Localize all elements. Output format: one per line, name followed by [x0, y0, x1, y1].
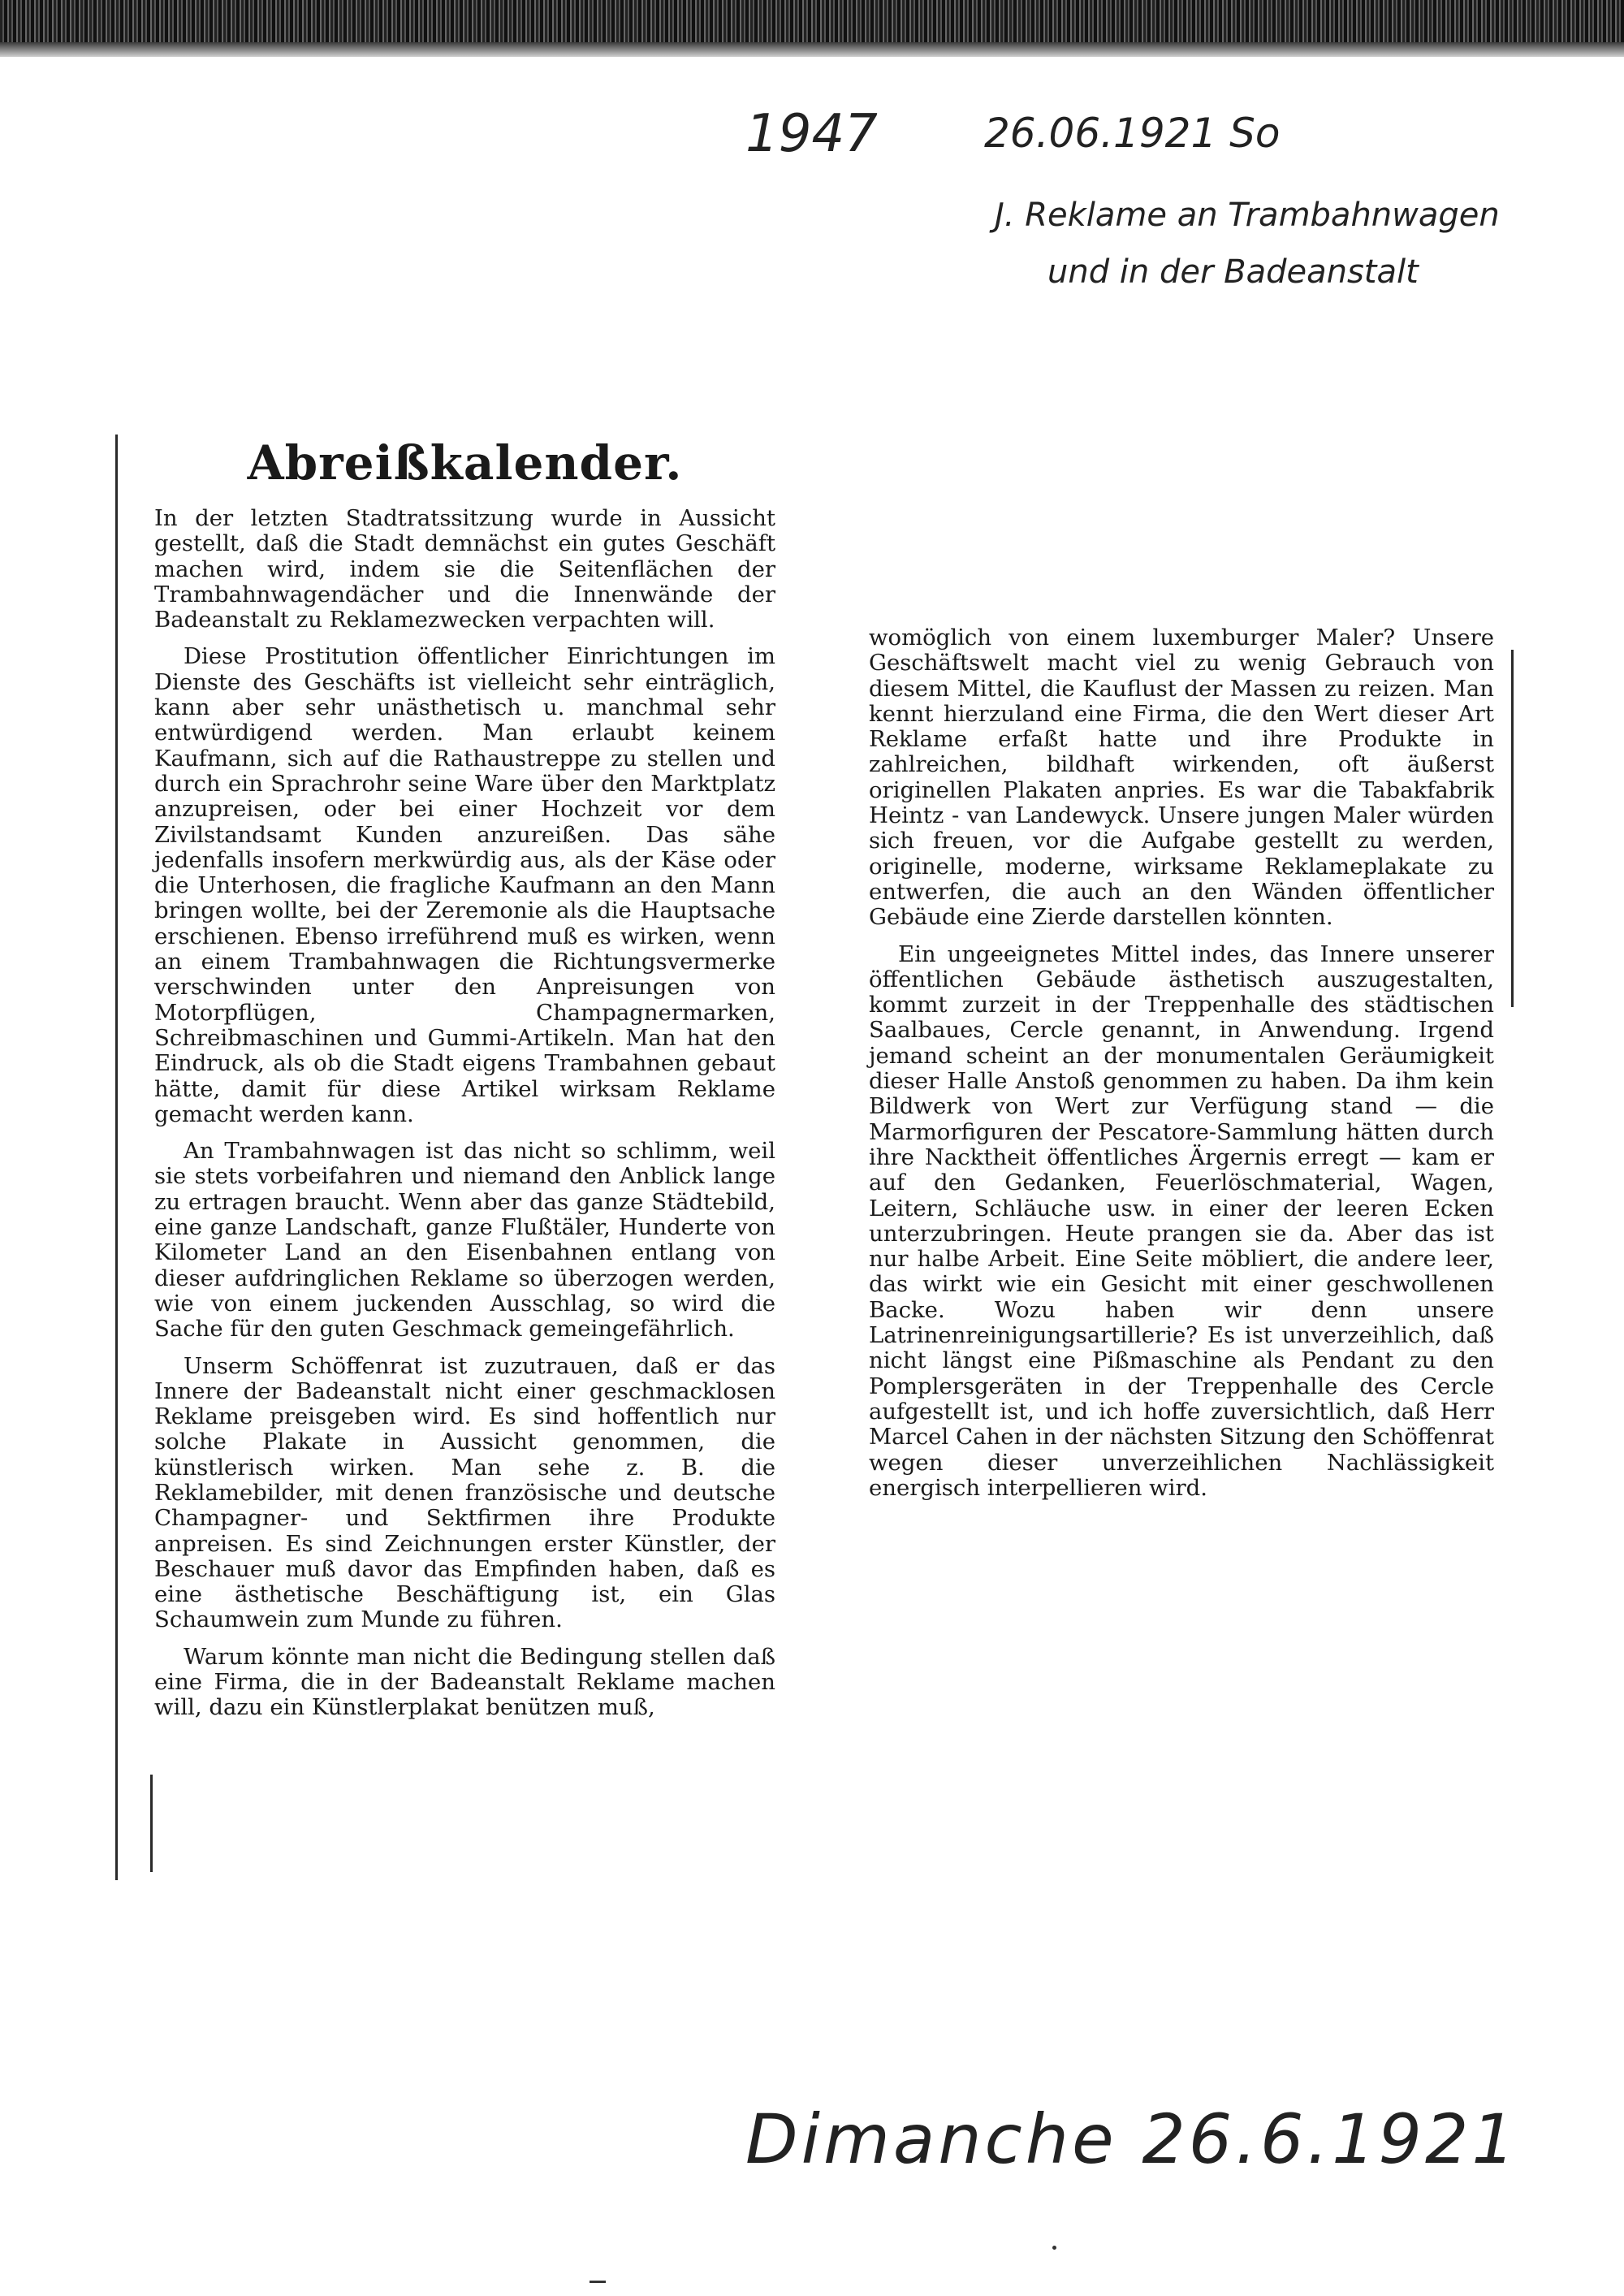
paragraph-marker-rule [150, 1775, 153, 1872]
paragraph: In der letzten Stadtratssitzung wurde in Aussicht gestellt, daß die Stadt demnächst ein gutes Geschäft machen wird, indem sie die Seitenflächen der Trambahnwagendächer und die Innenwände der Badeanstalt zu Reklamezwecken verpachten will. [154, 505, 775, 633]
scan-edge-band [0, 0, 1624, 57]
handwritten-note-line-1: J. Reklame an Trambahnwagen [995, 197, 1500, 234]
paragraph: Ein ungeeignetes Mittel indes, das Innere unserer öffentlichen Gebäude ästhetisch auszugestalten, kommt zurzeit in der Treppenhalle des städtischen Saalbaues, Cercle genannt, in Anwendung. Irgend jemand scheint an der monumentalen Geräumigkeit dieser Halle Anstoß genommen zu haben. Da ihm kein Bildwerk von Wert zur Verfügung stand — die Marmorfiguren der Pescatore-Sammlung hätten durch ihre Nacktheit öffentliches Ärgernis erregt — kam er auf den Gedanken, Feuerlöschmaterial, Wagen, Leitern, Schläuche usw. in einer der leeren Ecken unterzubringen. Heute prangen sie da. Aber das ist nur halbe Arbeit. Eine Seite möbliert, die andere leer, das wirkt wie ein Gesicht mit einer geschwollenen Backe. Wozu haben wir denn unsere Latrinenreinigungsartillerie? Es ist unverzeihlich, daß nicht längst eine Pißmaschine als Pendant zu den Pomplersgeräten in der Treppenhalle des Cercle aufgestellt ist, und ich hoffe zuversichtlich, daß Herr Marcel Cahen in der nächsten Sitzung den Schöffenrat wegen dieser unverzeihlichen Nachlässigkeit energisch interpellieren wird. [869, 940, 1494, 1501]
paragraph: Unserm Schöffenrat ist zuzutrauen, daß er das Innere der Badeanstalt nicht einer geschmacklosen Reklame preisgeben wird. Es sind hoffentlich nur solche Plakate in Aussicht genommen, die künstlerisch wirken. Man sehe z. B. die Reklamebilder, mit denen französische und deutsche Champagner- und Sektfirmen ihre Produkte anpreisen. Es sind Zeichnungen erster Künstler, der Beschauer muß davor das Empfinden haben, daß es eine ästhetische Beschäftigung ist, ein Glas Schaumwein zum Munde zu führen. [154, 1352, 775, 1633]
paragraph: Warum könnte man nicht die Bedingung stellen daß eine Firma, die in der Badeanstalt Reklame machen will, dazu ein Künstlerplakat benützen muß, [154, 1643, 775, 1721]
handwritten-date-bottom: Dimanche 26.6.1921 [745, 2099, 1518, 2179]
right-column-rule [1511, 650, 1514, 1007]
handwritten-note-line-2: und in der Badeanstalt [1047, 253, 1419, 291]
article-right-column [869, 625, 1494, 1512]
article-left-column [154, 435, 775, 1789]
paragraph: womöglich von einem luxemburger Maler? Unsere Geschäftswelt macht viel zu wenig Gebrauch von diesem Mittel, die Kauflust der Massen zu reizen. Man kennt hierzuland eine Firma, die den Wert dieser Art Reklame erfaßt hatte und ihre Produkte in zahlreichen, bildhaft wirkenden, oft äußerst originellen Plakaten anpries. Es war die Tabakfabrik Heintz - van Landewyck. Unsere jungen Maler würden sich freuen, vor die Aufgabe gestellt zu werden, originelle, moderne, wirksame Reklameplakate zu entwerfen, die auch an den Wänden öffentlicher Gebäude eine Zierde darstellen könnten. [869, 625, 1494, 931]
handwritten-archive-number: 1947 [745, 104, 878, 164]
scan-speck [590, 2281, 606, 2283]
left-column-rule [115, 435, 118, 1880]
handwritten-date-top: 26.06.1921 So [984, 110, 1281, 157]
left-column-paragraphs [154, 506, 775, 1721]
paragraph: Diese Prostitution öffentlicher Einrichtungen im Dienste des Geschäfts ist vielleicht sehr einträglich, kann aber sehr unästhetisch u. manchmal sehr entwürdigend werden. Man erlaubt keinem Kaufmann, sich auf die Rathaustreppe zu stellen und durch ein Sprachrohr seine Ware über den Marktplatz anzupreisen, oder bei einer Hochzeit vor dem Zivilstandsamt Kunden anzureißen. Das sähe jedenfalls insofern merkwürdig aus, als der Käse oder die Unterhosen, die fragliche Kaufmann an den Mann bringen wollte, bei der Zeremonie als die Hauptsache erschienen. Ebenso irreführend muß es wirken, wenn an einem Trambahnwagen die Richtungsvermerke verschwinden unter den Anpreisungen von Motorpflügen, Champagnermarken, Schreibmaschinen und Gummi-Artikeln. Man hat den Eindruck, als ob die Stadt eigens Trambahnen gebaut hätte, damit für diese Artikel wirksam Reklame gemacht werden kann. [154, 643, 775, 1127]
handwritten-note [995, 187, 1500, 301]
article-headline: Abreißkalender. [247, 435, 683, 491]
scan-speck [1052, 2246, 1056, 2250]
paragraph: An Trambahnwagen ist das nicht so schlimm, weil sie stets vorbeifahren und niemand den Anblick lange zu ertragen braucht. Wenn aber das ganze Städtebild, eine ganze Landschaft, ganze Flußtäler, Hunderte von Kilometer Land an den Eisenbahnen entlang von dieser aufdringlichen Reklame so überzogen werden, wie von einem juckenden Ausschlag, so wird die Sache für den guten Geschmack gemeingefährlich. [154, 1138, 775, 1343]
